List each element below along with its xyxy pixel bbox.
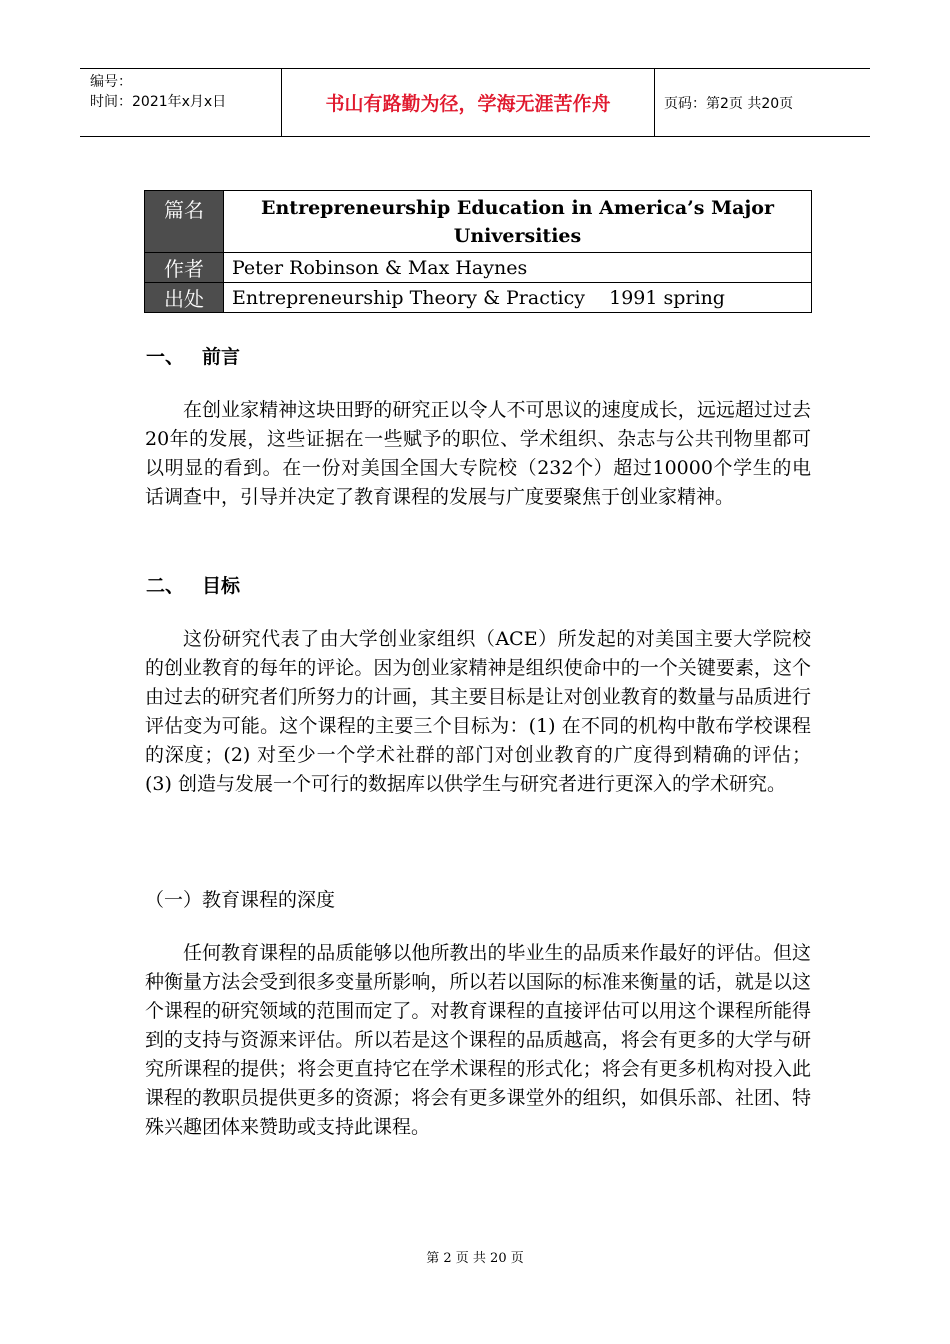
section-number: 二、 [146, 575, 185, 597]
preface-paragraph: 在创业家精神这块田野的研究正以令人不可思议的速度成长，远远超过过去20年的发展，这些证据在一些赋予的职位、学术组织、杂志与公共刊物里都可以明显的看到。在一份对美国全国大专院校（232个）超过10000个学生的电话调查中，引导并决定了教育课程的发展与广度要聚焦于创业家精神。 [145, 399, 811, 508]
author-row [145, 253, 812, 283]
source-row [145, 283, 812, 313]
title-row [145, 191, 812, 253]
section-heading-preface [146, 342, 240, 369]
article-info-table [144, 190, 812, 313]
header-divider-right [654, 68, 655, 136]
subsection-heading: （一）教育课程的深度 [145, 889, 336, 911]
author-value: Peter Robinson & Max Haynes [224, 253, 812, 283]
doc-number-label: 编号： [90, 74, 132, 90]
author-label: 作者 [145, 253, 224, 283]
header-bottom-rule [80, 136, 870, 137]
title-label: 篇名 [145, 191, 224, 253]
title-value: Entrepreneurship Education in America’s Major Universities [224, 191, 812, 253]
source-label: 出处 [145, 283, 224, 313]
section-title: 目标 [202, 575, 241, 597]
header-meta [90, 72, 226, 112]
header-page-info: 页码：第2页 共20页 [664, 96, 794, 112]
section-title: 前言 [202, 346, 241, 368]
page-footer: 第 2 页 共 20 页 [426, 1251, 524, 1266]
doc-time-label: 时间：2021年x月x日 [90, 94, 227, 110]
subsection-paragraph: 任何教育课程的品质能够以他所教出的毕业生的品质来作最好的评估。但这种衡量方法会受到很多变量所影响，所以若以国际的标准来衡量的话，就是以这个课程的研究领域的范围而定了。对教育课程的直接评估可以用这个课程所能得到的支持与资源来评估。所以若是这个课程的品质越高，将会有更多的大学与研究所课程的提供；将会更直持它在学术课程的形式化；将会有更多机构对投入此课程的教职员提供更多的资源；将会有更多课堂外的组织，如俱乐部、社团、特殊兴趣团体来赞助或支持此课程。 [145, 942, 811, 1138]
objectives-paragraph: 这份研究代表了由大学创业家组织（ACE）所发起的对美国主要大学院校的创业教育的每年的评论。因为创业家精神是组织使命中的一个关键要素，这个由过去的研究者们所努力的计画，其主要目标是让对创业教育的数量与品质进行评估变为可能。这个课程的主要三个目标为：(1) 在不同的机构中散布学校课程的深度；(2) 对至少一个学术社群的部门对创业教育的广度得到精确的评估；(3) 创造与发展一个可行的数据库以供学生与研究者进行更深入的学术研究。 [145, 628, 811, 795]
header-motto: 书山有路勤为径，学海无涯苦作舟 [325, 92, 611, 115]
section-number: 一、 [146, 346, 185, 368]
source-value: Entrepreneurship Theory & Practicy 1991 spring [224, 283, 812, 313]
section-heading-objectives [146, 571, 240, 598]
